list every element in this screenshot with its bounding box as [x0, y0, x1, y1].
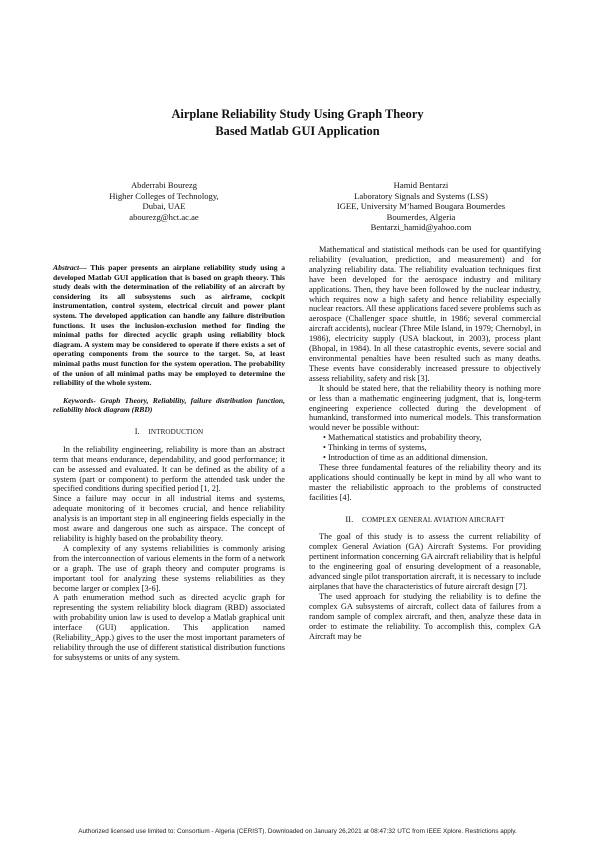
body-paragraph: Mathematical and statistical methods can be used for quantifying reliability (evaluation, prediction, and measurement) and for analyzing reliability data. The reliability evaluation techniques first have been developed for the aerospace industry and military applications. Then, they have been followed by the nuclear industry, which requires now a high safety and hence reliability especially nuclear reactors. All these applications faced severe problems such as aerospace (Challenger space shuttle, in 1986; several commercial aircraft accidents), nuclear (Three Mile Island, in 1979; Chernobyl, in 1986), electricity supply (USA blackout, in 2003), process plant (Bhopal, in 1984). In all these catastrophic events, severe social and environmental penalties have been resulted such as many deaths. These events have considerably increased pressure to objectively assess reliability, safety and risk [3]. [309, 245, 541, 383]
list-item: • Introduction of time as an additional dimension. [323, 453, 488, 463]
body-paragraph: These three fundamental features of the reliability theory and its applications should continually be kept in mind by all who want to master the reliabilistic approach to the problems of constructed facilities [4]. [309, 462, 541, 502]
left-column [53, 245, 285, 663]
author-affiliation: Dubai, UAE [142, 201, 186, 212]
abstract-text: — This paper presents an airplane reliability study using a developed Matlab GUI application that is based on graph theory. This study deals with the determination of the reliability of an aircraft by considering its all subsystems such as airframe, cockpit instrumentation, control system, electrical circuit and power plant system. The developed application can handle any failure distribution functions. It uses the inclusion-exclusion method for finding the minimal paths for directed acyclic graph using reliability block diagram. A system may be considered to operate if there exists a set of operating components from the source to the target. So, at least minimal paths must function for the system operation. The probability of the union of all minimal paths may be employed to determine the reliability of the whole system. [53, 263, 285, 388]
section-title: COMPLEX GENERAL AVIATION AIRCRAFT [361, 515, 505, 524]
title-line-1: Airplane Reliability Study Using Graph Theory [171, 107, 424, 121]
intro-paragraph: A complexity of any systems reliabilities is commonly arising from the interconnection of various elements in the form of a network or a graph. The use of graph theory and computer programs is important tool for analyzing these systems reliabilities as they become larger or complex [3-6]. [53, 543, 286, 593]
section-title: INTRODUCTION [148, 427, 204, 436]
body-paragraph: The goal of this study is to assess the current reliability of complex General Aviation (GA) Aircraft Systems. For providing pertinent information concerning GA aircraft reliability that is helpful to the engineering goal of ensuring development of a reasonable, advanced single pilot transportation aircraft, it is necessary to include airplanes that have the characteristics of future aircraft design [7]. [309, 532, 541, 591]
list-item: • Thinking in terms of systems, [323, 443, 427, 453]
author-block-1 [48, 180, 280, 222]
author-email: Bentarzi_hamid@yahoo.com [370, 222, 472, 233]
author-affiliation: Higher Colleges of Technology, [109, 190, 219, 201]
author-affiliation: Boumerdes, Algeria [386, 211, 456, 222]
license-footer: Authorized licensed use limited to: Consortium - Algeria (CERIST). Downloaded on January 26,2021 at 08:47:32 UTC from IEEE Xplore. Restrictions apply. [78, 828, 517, 835]
author-affiliation: IGEE, University M’hamed Bougara Boumerdes [336, 201, 506, 212]
bullet-list [309, 433, 541, 463]
author-name: Hamid Bentarzi [393, 180, 449, 190]
body-paragraph: It should be stated here, that the reliability theory is nothing more or less than a mathematic engineering judgment, that is, long-term engineering experience collected during the development of humankind, transformed into numerical models. This transformation would never be possible without: [309, 383, 541, 433]
intro-paragraph: A path enumeration method such as directed acyclic graph for representing the system reliability block diagram (RBD) associated with probability union law is used to develop a Matlab graphical unit interface (GUI) application. This application named (Reliability_App.) gives to the user the most important parameters of reliability through the use of different statistical distribution functions for subsystems or units of any system. [53, 593, 285, 662]
body-paragraph: The used approach for studying the reliability is to define the complex GA subsystems of aircraft, collect data of failures from a random sample of complex aircraft, and then, analyze these data in order to estimate the reliability. To accomplish this, complex GA Aircraft may be [309, 591, 541, 641]
intro-paragraph: In the reliability engineering, reliability is more than an abstract term that means endurance, dependability, and good performance; it can be assessed and evaluated. It can be defined as the ability of a system (part or component) to perform the attended task under the specified conditions during specified period [1, 2]. [53, 444, 285, 494]
author-affiliation: Laboratory Signals and Systems (LSS) [354, 190, 488, 201]
section-heading-aircraft [309, 515, 541, 526]
abstract-lead: Abstract [53, 263, 80, 272]
author-name: Abderrabi Bourezg [130, 180, 198, 190]
author-email: abourezg@hct.ac.ae [129, 211, 199, 222]
section-heading-introduction [53, 427, 285, 438]
title-line-2: Based Matlab GUI Application [215, 124, 380, 138]
author-block-2 [305, 180, 537, 233]
intro-paragraph: Since a failure may occur in all industrial items and systems, adequate monitoring of it becomes crucial, and hence reliability analysis is an important step in all engineering fields especially in the most aware and dangerous one such as airspace. The concept of reliability is highly based on the probability theory. [53, 494, 285, 543]
paper-title [0, 106, 595, 140]
right-column [309, 245, 541, 641]
abstract [53, 263, 285, 388]
list-item: • Mathematical statistics and probability theory, [323, 433, 482, 443]
section-number: I. [134, 426, 140, 436]
section-number: II. [345, 514, 354, 524]
keywords: Keywords- Graph Theory, Reliability, failure distribution function, reliability block diagram (RBD) [53, 395, 285, 415]
